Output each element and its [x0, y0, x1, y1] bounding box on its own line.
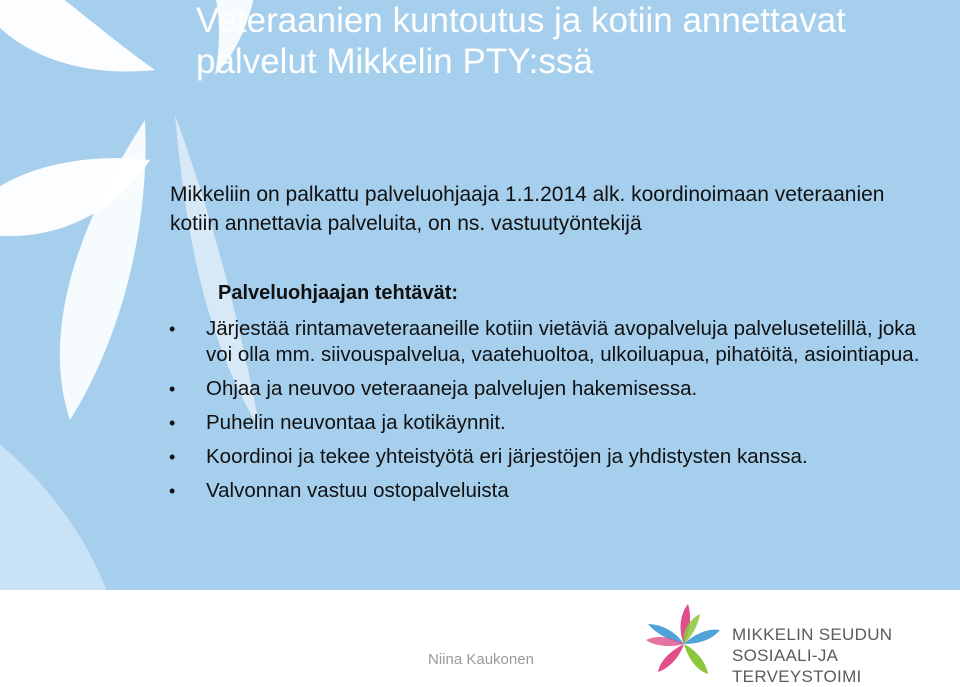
- list-item-text: Valvonnan vastuu ostopalveluista: [206, 479, 509, 502]
- intro-paragraph: Mikkeliin on palkattu palveluohjaaja 1.1.2014 alk. koordinoimaan veteraanien kotiin annettavia palveluita, on ns. vastuutyöntekijä: [170, 183, 885, 235]
- list-item: [160, 316, 940, 368]
- list-item: [160, 444, 940, 470]
- task-list: [160, 316, 940, 512]
- logo-text: [732, 624, 940, 687]
- organization-logo: [640, 600, 940, 686]
- list-item-text: Koordinoi ja tekee yhteistyötä eri järjestöjen ja yhdistysten kanssa.: [206, 445, 808, 468]
- list-item-text: Järjestää rintamaveteraaneille kotiin vietäviä avopalveluja palvelusetelillä, joka voi olla mm. siivouspalvelua, vaatehuoltoa, ulkoiluapua, pihatöitä, asiointiapua.: [206, 317, 920, 366]
- bullet-icon: •: [169, 413, 176, 433]
- list-item-text: Puhelin neuvontaa ja kotikäynnit.: [206, 411, 506, 434]
- bullet-icon: •: [169, 319, 176, 339]
- list-item: [160, 376, 940, 402]
- list-item-text: Ohjaa ja neuvoo veteraaneja palvelujen hakemisessa.: [206, 377, 698, 400]
- logo-line-2: SOSIAALI-JA TERVEYSTOIMI: [732, 646, 862, 686]
- list-item: [160, 410, 940, 436]
- section-heading: Palveluohjaajan tehtävät:: [218, 282, 459, 304]
- bullet-icon: •: [169, 379, 176, 399]
- slide-title: Veteraanien kuntoutus ja kotiin annettavat palvelut Mikkelin PTY:ssä: [196, 1, 846, 81]
- logo-line-1: MIKKELIN SEUDUN: [732, 625, 893, 644]
- bullet-icon: •: [169, 481, 176, 501]
- list-item: [160, 478, 940, 504]
- footer-author: Niina Kaukonen: [428, 651, 534, 668]
- bullet-icon: •: [169, 447, 176, 467]
- flower-logo-icon: [640, 600, 728, 682]
